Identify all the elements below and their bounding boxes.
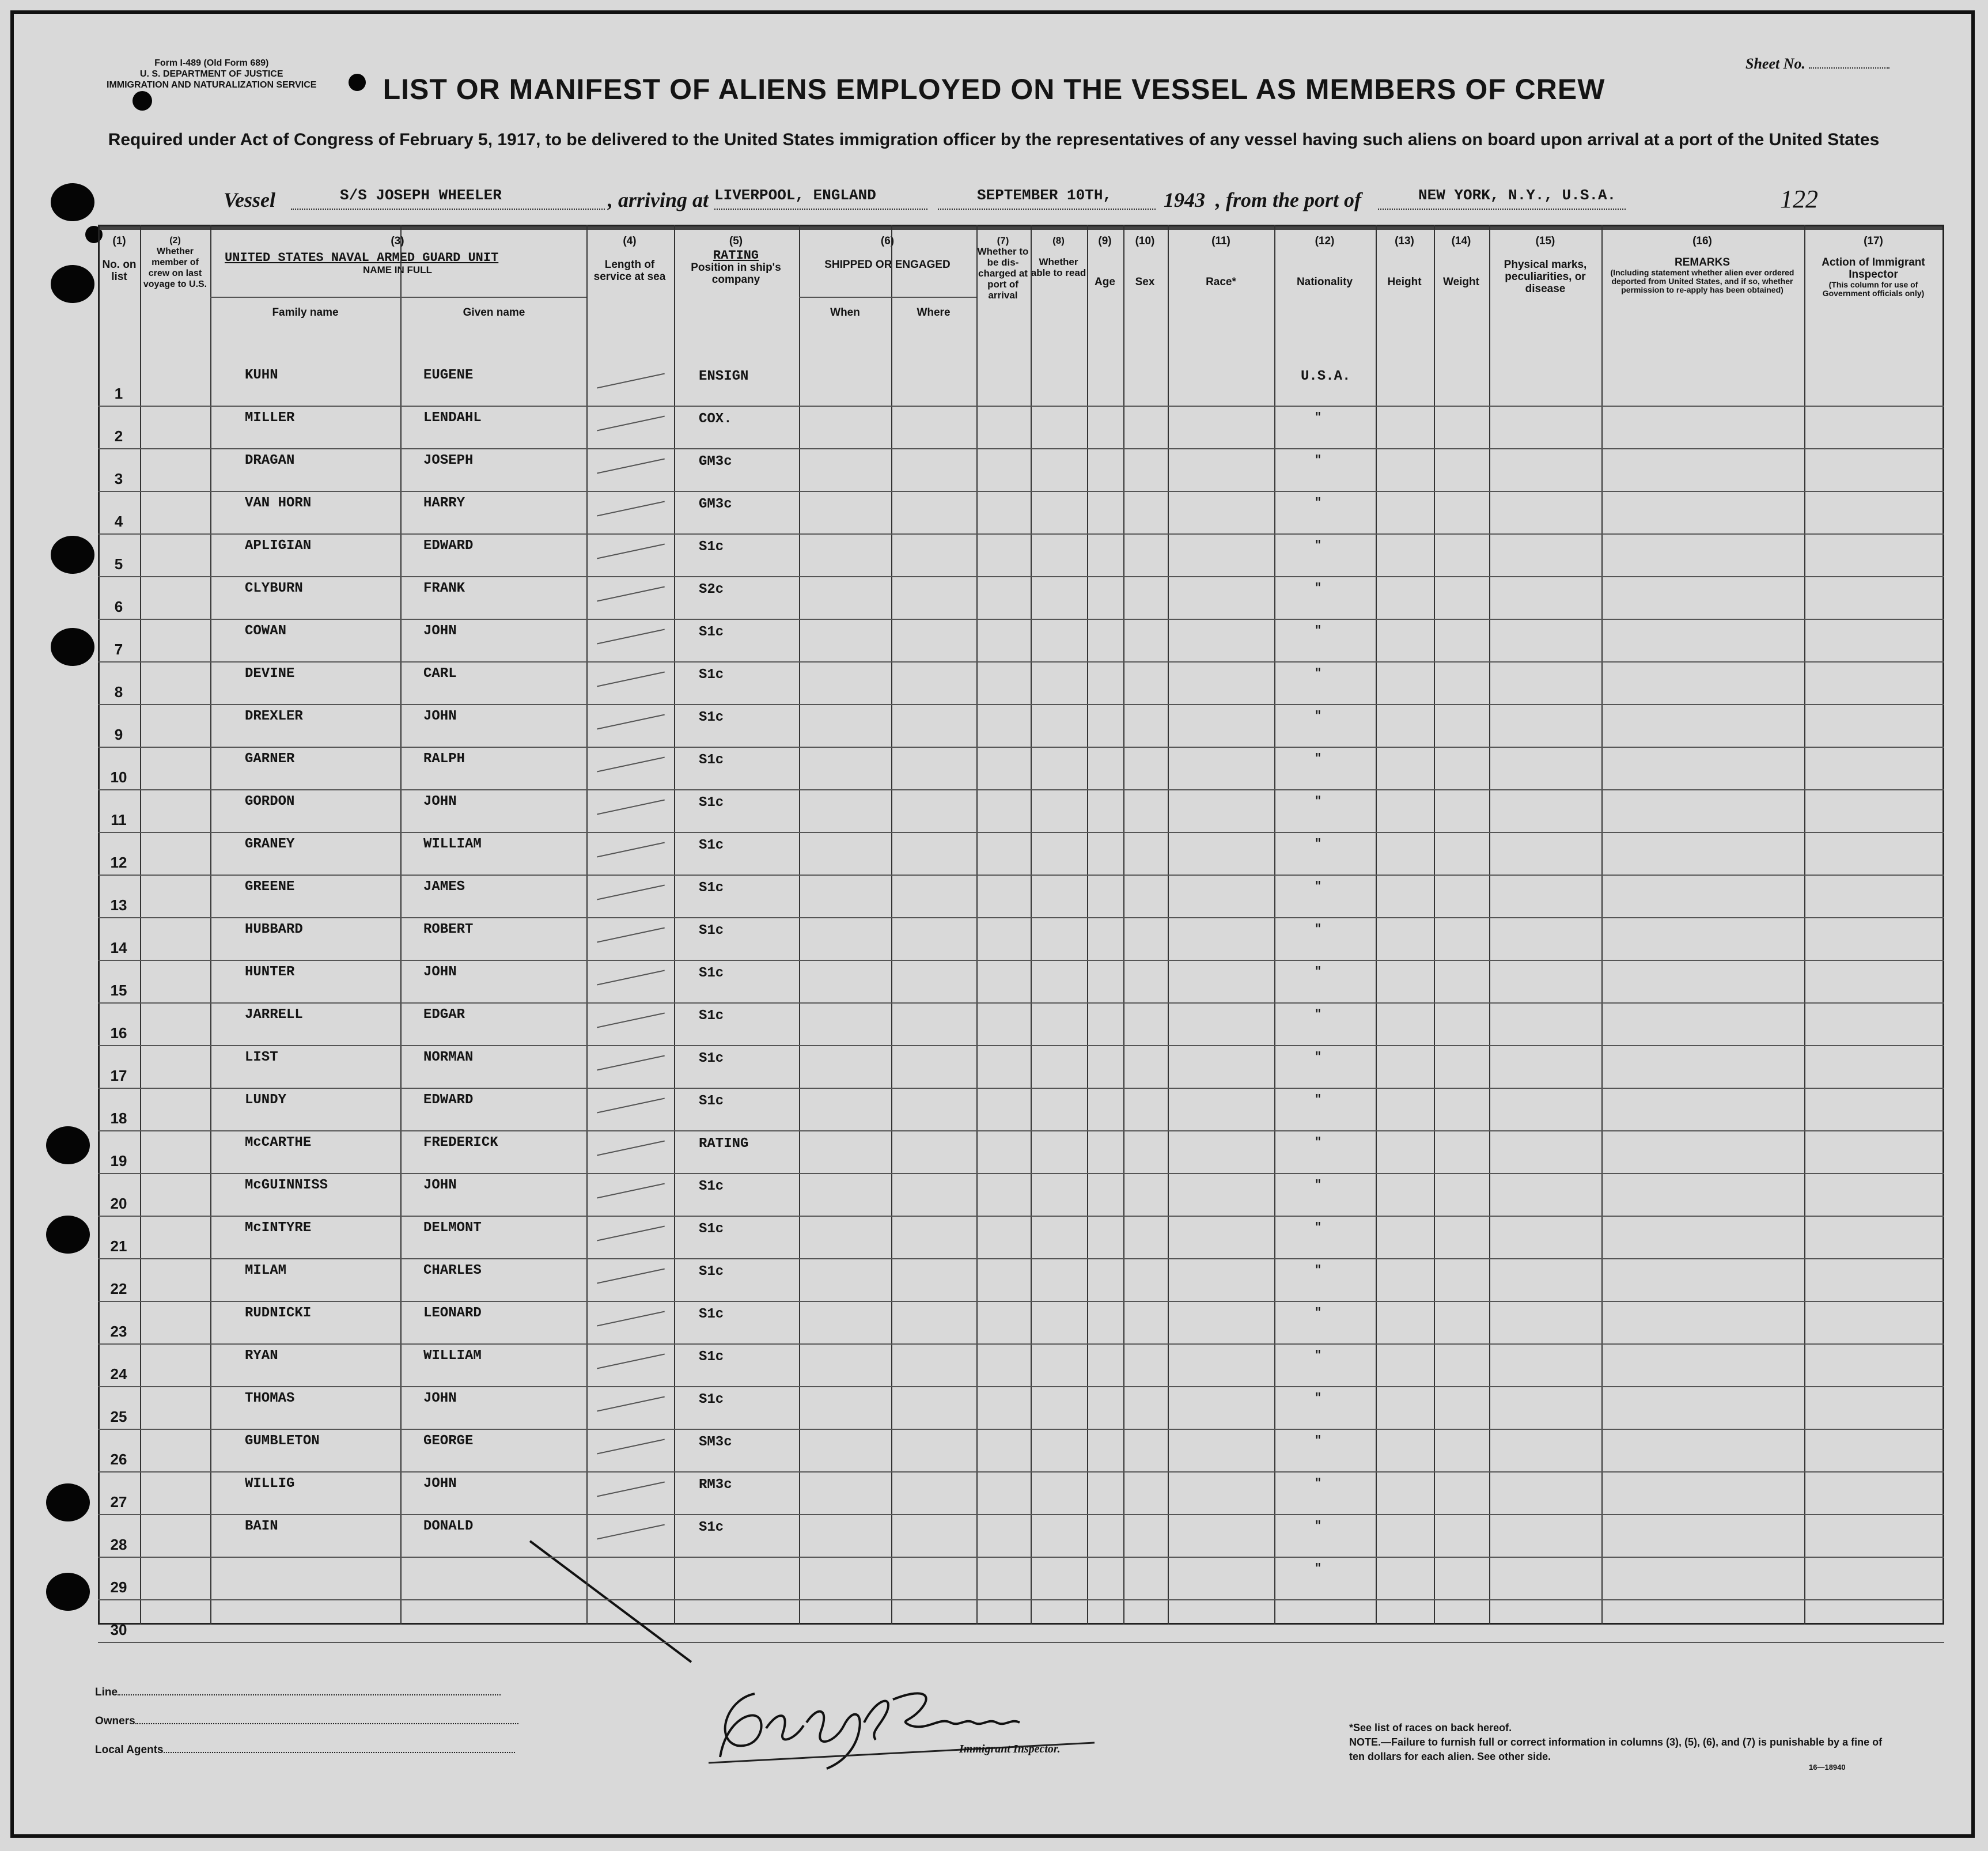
given-name: HARRY [423,495,465,511]
row-number: 19 [110,1152,127,1169]
nationality: " [1315,1008,1322,1021]
punch-hole [51,536,94,574]
row-rule [98,1045,1944,1046]
row-number: 30 [110,1621,127,1638]
nationality: " [1315,1392,1322,1405]
col17-header: (17) Action of Immigrant Inspector (This column for use of Government officials only) [1822,235,1925,298]
column-rule [674,225,675,1625]
family-name: COWAN [245,623,287,639]
rating: S1c [699,710,724,725]
page-title: LIST OR MANIFEST OF ALIENS EMPLOYED ON THE VESSEL AS MEMBERS OF CREW [383,73,1605,105]
row-rule [98,1216,1944,1217]
given-name: CHARLES [423,1263,482,1278]
from-port-field: NEW YORK, N.Y., U.S.A. [1378,187,1626,210]
row-rule [98,1514,1944,1515]
row-rule [98,1258,1944,1259]
row-rule [98,875,1944,876]
row-rule [98,917,1944,918]
row-rule [98,619,1944,620]
nationality: " [1315,582,1322,595]
col13-header: (13) Height [1387,235,1422,288]
nationality: " [1315,1434,1322,1448]
column-rule [586,225,588,1625]
nationality: " [1315,497,1322,510]
vessel-label: Vessel [224,188,275,211]
punch-hole [51,265,94,303]
punch-hole [46,1573,90,1611]
family-name: RYAN [245,1348,278,1364]
local-agents-field: Local Agents [95,1744,515,1757]
rating: S1c [699,1008,724,1024]
given-name: FREDERICK [423,1135,498,1150]
rating: S1c [699,966,724,981]
family-name: LUNDY [245,1092,287,1108]
col16-header: (16) REMARKS (Including statement whether alien ever ordered deported from United States, and if so, whether permission to re-apply has been obtained) [1610,235,1794,294]
col7-header: (7) Whether to be dis-charged at port of arrival [977,235,1029,301]
given-name: JOHN [423,964,457,980]
punch-hole [46,1483,90,1521]
inspector-label: Immigrant Inspector. [959,1743,1061,1755]
given-name: RALPH [423,751,465,767]
nationality: " [1315,1136,1322,1149]
rating: S1c [699,838,724,853]
row-rule [98,704,1944,705]
family-name: THOMAS [245,1391,295,1406]
row-number: 27 [110,1493,127,1511]
nationality: " [1315,1307,1322,1320]
row-number: 5 [114,555,123,573]
row-number: 6 [114,598,123,615]
nationality: " [1315,1093,1322,1107]
row-rule [98,1343,1944,1345]
rating: RATING [699,1136,749,1152]
given-name: JOHN [423,709,457,724]
row-number: 15 [110,982,127,999]
nationality: U.S.A. [1301,369,1351,384]
row-rule [98,1130,1944,1131]
family-name: CLYBURN [245,581,303,596]
sheet-number: Sheet No. [1745,55,1889,73]
rating: S1c [699,1520,724,1535]
punch-hole [46,1216,90,1254]
arriving-at-field: LIVERPOOL, ENGLAND [714,187,927,210]
family-name: APLIGIAN [245,538,312,554]
family-name: VAN HORN [245,495,312,511]
form-identifier: Form I-489 (Old Form 689) U. S. DEPARTMENT OF JUSTICE IMMIGRATION AND NATURALIZATION SERVICE [107,58,317,90]
row-rule [98,1471,1944,1473]
given-name: JOHN [423,794,457,809]
given-name: ROBERT [423,922,474,937]
row-number: 20 [110,1195,127,1212]
row-number: 13 [110,896,127,914]
header-rule [799,297,976,298]
family-name: GUMBLETON [245,1433,320,1449]
rating: S1c [699,1051,724,1066]
rating: S1c [699,1093,724,1109]
nationality: " [1315,752,1322,766]
row-number: 28 [110,1536,127,1553]
row-number: 22 [110,1280,127,1297]
family-name: MILAM [245,1263,287,1278]
given-name: EDWARD [423,538,474,554]
nationality: " [1315,923,1322,936]
column-rule [1489,225,1490,1625]
given-name: EDWARD [423,1092,474,1108]
given-name: JOSEPH [423,453,474,468]
row-rule [98,789,1944,790]
row-number: 8 [114,683,123,701]
row-number: 10 [110,769,127,786]
row-number: 17 [110,1067,127,1084]
punch-hole [46,1126,90,1164]
rating: RM3c [699,1477,732,1493]
family-name: LIST [245,1050,278,1065]
nationality: " [1315,880,1322,894]
rating: S1c [699,923,724,938]
family-name: DRAGAN [245,453,295,468]
row-rule [98,747,1944,748]
given-name: DELMONT [423,1220,482,1236]
family-name-header: Family name [272,306,339,319]
row-number: 24 [110,1365,127,1383]
row-rule [98,1386,1944,1387]
page-number: 122 [1780,185,1818,213]
header-rule [210,297,586,298]
line-field: Line [95,1686,501,1699]
where-header: Where [917,306,951,319]
rating: S2c [699,582,724,597]
row-rule [98,832,1944,833]
row-rule [98,1301,1944,1302]
nationality: " [1315,411,1322,425]
rating: GM3c [699,497,732,512]
column-rule [1274,225,1275,1625]
nationality: " [1315,1264,1322,1277]
given-name: NORMAN [423,1050,474,1065]
col11-header: (11) Race* [1206,235,1236,288]
nationality: " [1315,1562,1322,1576]
row-rule [98,661,1944,663]
given-name: EDGAR [423,1007,465,1023]
family-name: DEVINE [245,666,295,682]
row-rule [98,533,1944,535]
row-number: 29 [110,1579,127,1596]
column-rule [891,225,892,1625]
column-rule [976,225,978,1625]
rating: S1c [699,1392,724,1407]
rating: S1c [699,880,724,896]
column-rule [1031,225,1032,1625]
column-rule [140,225,141,1625]
given-name: JOHN [423,1178,457,1193]
rating: S1c [699,1179,724,1194]
family-name: GREENE [245,879,295,895]
given-name: JOHN [423,1391,457,1406]
given-name: LEONARD [423,1305,482,1321]
row-number: 1 [114,385,123,402]
row-number: 9 [114,726,123,743]
col12-header: (12) Nationality [1296,235,1353,288]
rating: GM3c [699,454,732,470]
nationality: " [1315,454,1322,467]
row-rule [98,1002,1944,1004]
given-name: CARL [423,666,457,682]
given-name: WILLIAM [423,836,482,852]
col10-header: (10) Sex [1135,235,1155,288]
column-rule [1087,225,1088,1625]
row-number: 26 [110,1451,127,1468]
family-name: GARNER [245,751,295,767]
family-name: McINTYRE [245,1220,312,1236]
punch-hole [51,628,94,666]
row-number: 25 [110,1408,127,1425]
nationality: " [1315,1477,1322,1490]
row-number: 18 [110,1110,127,1127]
nationality: " [1315,1179,1322,1192]
vessel-name-field: S/S JOSEPH WHEELER [291,187,605,210]
row-rule [98,1173,1944,1174]
row-number: 21 [110,1237,127,1255]
row-rule [98,1642,1944,1643]
row-number: 2 [114,427,123,445]
row-rule [98,960,1944,961]
col14-header: (14) Weight [1443,235,1479,288]
column-rule [1376,225,1377,1625]
family-name: GRANEY [245,836,295,852]
column-rule [1168,225,1169,1625]
column-rule [1601,225,1603,1625]
col15-header: (15) Physical marks, peculiarities, or disease [1504,235,1587,295]
rating: S1c [699,1307,724,1322]
col3-header: (3) UNITED STATES NAVAL ARMED GUARD UNIT NAME IN FULL [225,235,499,275]
col2-header: (2) Whether member of crew on last voyage to U.S. [143,236,207,289]
rating: S1c [699,795,724,811]
family-name: GORDON [245,794,295,809]
nationality: " [1315,710,1322,723]
rating: ENSIGN [699,369,749,384]
row-rule [98,1557,1944,1558]
col8-header: (8) Whether able to read [1031,235,1086,278]
given-name: JAMES [423,879,465,895]
nationality: " [1315,795,1322,808]
nationality: " [1315,1520,1322,1533]
row-rule [98,406,1944,407]
given-name: FRANK [423,581,465,596]
date-field: SEPTEMBER 10TH, [938,187,1156,210]
owners-field: Owners [95,1715,518,1728]
family-name: HUNTER [245,964,295,980]
column-rule [1804,225,1805,1625]
when-header: When [830,306,860,319]
nationality: " [1315,539,1322,552]
given-name: GEORGE [423,1433,474,1449]
row-rule [98,1599,1944,1600]
family-name: DREXLER [245,709,303,724]
rating: S1c [699,1349,724,1365]
rating: S1c [699,1264,724,1280]
row-number: 12 [110,854,127,871]
crew-table [98,225,1944,1625]
col6-header: (6) SHIPPED OR ENGAGED [824,235,951,271]
cancel-line [518,1532,703,1671]
col4-header: (4) Length of service at sea [593,235,666,283]
inspector-signature [703,1676,1106,1774]
family-name: WILLIG [245,1476,295,1492]
family-name: JARRELL [245,1007,303,1023]
given-name: JOHN [423,1476,457,1492]
family-name: McGUINNISS [245,1178,328,1193]
row-number: 3 [114,470,123,487]
given-name: JOHN [423,623,457,639]
row-number: 4 [114,513,123,530]
column-rule [1123,225,1124,1625]
year-field: 1943 [1164,188,1205,211]
family-name: MILLER [245,410,295,426]
rating: SM3c [699,1434,732,1450]
page-subtitle: Required under Act of Congress of February 5, 1917, to be delivered to the United States immigration officer by the representatives of any vessel having such aliens on board upon arrival at a port of the United States [108,130,1880,149]
rating: S1c [699,624,724,640]
column-rule [1434,225,1435,1625]
column-rule [799,225,800,1625]
nationality: " [1315,838,1322,851]
given-name: DONALD [423,1519,474,1534]
family-name: McCARTHE [245,1135,312,1150]
row-rule [98,576,1944,577]
rating: COX. [699,411,732,427]
given-name: EUGENE [423,368,474,383]
family-name: KUHN [245,368,278,383]
row-number: 23 [110,1323,127,1340]
footnote: *See list of races on back hereof. NOTE.—Failure to furnish full or correct information in columns (3), (5), (6), and (7) is punishable by a fine of ten dollars for each alien. See other side. [1349,1722,1883,1762]
row-number: 16 [110,1024,127,1042]
from-port-label: , from the port of [1215,188,1362,211]
vessel-line [0,184,1988,219]
nationality: " [1315,1221,1322,1235]
rating: S1c [699,667,724,683]
nationality: " [1315,667,1322,680]
column-rule [400,225,402,1625]
row-number: 7 [114,641,123,658]
arriving-label: , arriving at [608,188,709,211]
row-rule [98,1088,1944,1089]
column-rule [210,225,211,1625]
form-code: 16—18940 [1809,1763,1846,1771]
nationality: " [1315,1051,1322,1064]
family-name: RUDNICKI [245,1305,312,1321]
row-rule [98,1429,1944,1430]
nationality: " [1315,966,1322,979]
col5-header: (5) RATING Position in ship's company [691,235,781,286]
rating: S1c [699,1221,724,1237]
given-name: LENDAHL [423,410,482,426]
row-number: 11 [111,811,127,828]
nationality: " [1315,1349,1322,1362]
rating: S1c [699,539,724,555]
family-name: BAIN [245,1519,278,1534]
col1-header: (1) No. on list [102,235,137,283]
row-rule [98,491,1944,492]
col9-header: (9) Age [1095,235,1115,288]
table-top-rule [100,226,1942,230]
row-number: 14 [110,939,127,956]
rating: S1c [699,752,724,768]
nationality: " [1315,624,1322,638]
given-name-header: Given name [463,306,525,319]
given-name: WILLIAM [423,1348,482,1364]
row-rule [98,448,1944,449]
family-name: HUBBARD [245,922,303,937]
